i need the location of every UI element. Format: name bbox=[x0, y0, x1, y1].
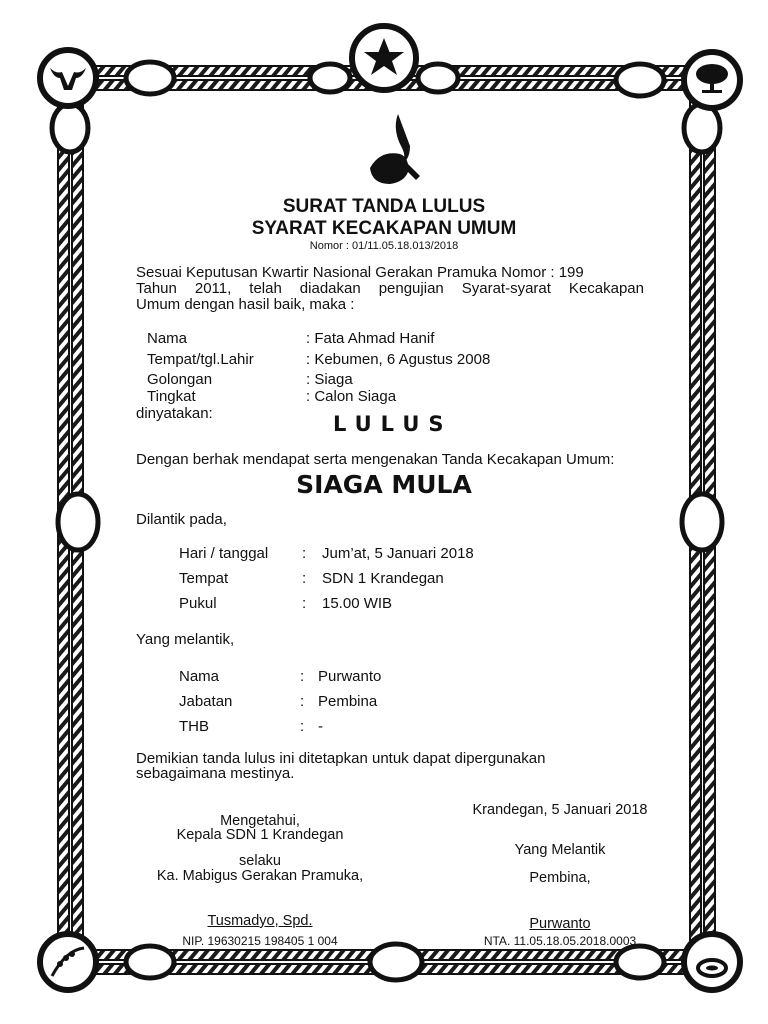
participant-name-value: : Fata Ahmad Hanif bbox=[306, 330, 435, 347]
right-signatory-id: NTA. 11.05.18.05.2018.0003 bbox=[483, 934, 637, 948]
birth-value: : Kebumen, 6 Agustus 2008 bbox=[306, 351, 491, 368]
place-label: Tempat bbox=[179, 570, 229, 587]
left-sig-line4: Ka. Mabigus Gerakan Pramuka, bbox=[156, 868, 364, 884]
inaugurator-name-value: Purwanto bbox=[318, 668, 382, 685]
place-value: SDN 1 Krandegan bbox=[322, 570, 444, 587]
banyan-tree-icon bbox=[684, 52, 740, 108]
intro-line: Tahun 2011, telah diadakan pengujian Syarat-syarat Kecakapan bbox=[136, 280, 644, 297]
thb-label: THB bbox=[179, 718, 209, 735]
right-sig-line1: Yang Melantik bbox=[514, 842, 606, 858]
left-sig-line1: Mengetahui, bbox=[220, 813, 300, 829]
time-value: 15.00 WIB bbox=[322, 595, 393, 612]
colon: : bbox=[300, 668, 305, 685]
certificate-title: SURAT TANDA LULUS bbox=[282, 196, 486, 217]
closing-line: Demikian tanda lulus ini ditetapkan untuk dapat dipergunakan bbox=[136, 750, 546, 767]
tingkat-label: Tingkat bbox=[147, 388, 196, 405]
colon: : bbox=[302, 570, 307, 587]
berhak-text: Dengan berhak mendapat serta mengenakan Tanda Kecakapan Umum: bbox=[136, 451, 615, 468]
dilantik-label: Dilantik pada, bbox=[136, 511, 227, 528]
certificate-subtitle: SYARAT KECAKAPAN UMUM bbox=[251, 218, 517, 239]
intro-line: Sesuai Keputusan Kwartir Nasional Gerakan Pramuka Nomor : 199 bbox=[136, 264, 584, 281]
position-label: Jabatan bbox=[179, 693, 233, 710]
padi-kapas-icon bbox=[40, 934, 96, 990]
golongan-label: Golongan bbox=[147, 371, 213, 388]
tunas-kelapa-emblem bbox=[370, 114, 420, 184]
time-label: Pukul bbox=[179, 595, 217, 612]
right-sig-line2: Pembina, bbox=[529, 870, 591, 886]
inaugurator-name-label: Nama bbox=[179, 668, 220, 685]
left-signatory-id: NIP. 19630215 198405 1 004 bbox=[182, 934, 338, 948]
result-text: LULUS bbox=[333, 412, 453, 436]
buffalo-head-icon bbox=[40, 50, 96, 106]
position-value: Pembina bbox=[318, 693, 378, 710]
place-date: Krandegan, 5 Januari 2018 bbox=[472, 802, 648, 818]
colon: : bbox=[300, 718, 305, 735]
chain-icon bbox=[684, 934, 740, 990]
birth-label: Tempat/tgl.Lahir bbox=[147, 351, 254, 368]
closing-line: sebagaimana mestinya. bbox=[136, 765, 295, 782]
golongan-value: : Siaga bbox=[306, 371, 353, 388]
colon: : bbox=[300, 693, 305, 710]
tingkat-value: : Calon Siaga bbox=[306, 388, 397, 405]
left-signatory-name: Tusmadyo, Spd. bbox=[207, 913, 313, 929]
right-signatory-name: Purwanto bbox=[529, 916, 591, 932]
participant-name-label: Nama bbox=[147, 330, 188, 347]
award-title: SIAGA MULA bbox=[296, 470, 472, 499]
dinyatakan-label: dinyatakan: bbox=[136, 405, 213, 422]
day-date-value: Jum’at, 5 Januari 2018 bbox=[322, 545, 474, 562]
day-date-label: Hari / tanggal bbox=[179, 545, 269, 562]
colon: : bbox=[302, 545, 307, 562]
colon: : bbox=[302, 595, 307, 612]
left-sig-line3: selaku bbox=[239, 853, 281, 869]
melantik-label: Yang melantik, bbox=[136, 631, 235, 648]
left-sig-line2: Kepala SDN 1 Krandegan bbox=[176, 827, 344, 843]
star-icon bbox=[352, 26, 416, 90]
intro-line: Umum dengan hasil baik, maka : bbox=[136, 296, 355, 313]
certificate-number: Nomor : 01/11.05.18.013/2018 bbox=[309, 240, 459, 252]
thb-value: - bbox=[318, 718, 323, 735]
